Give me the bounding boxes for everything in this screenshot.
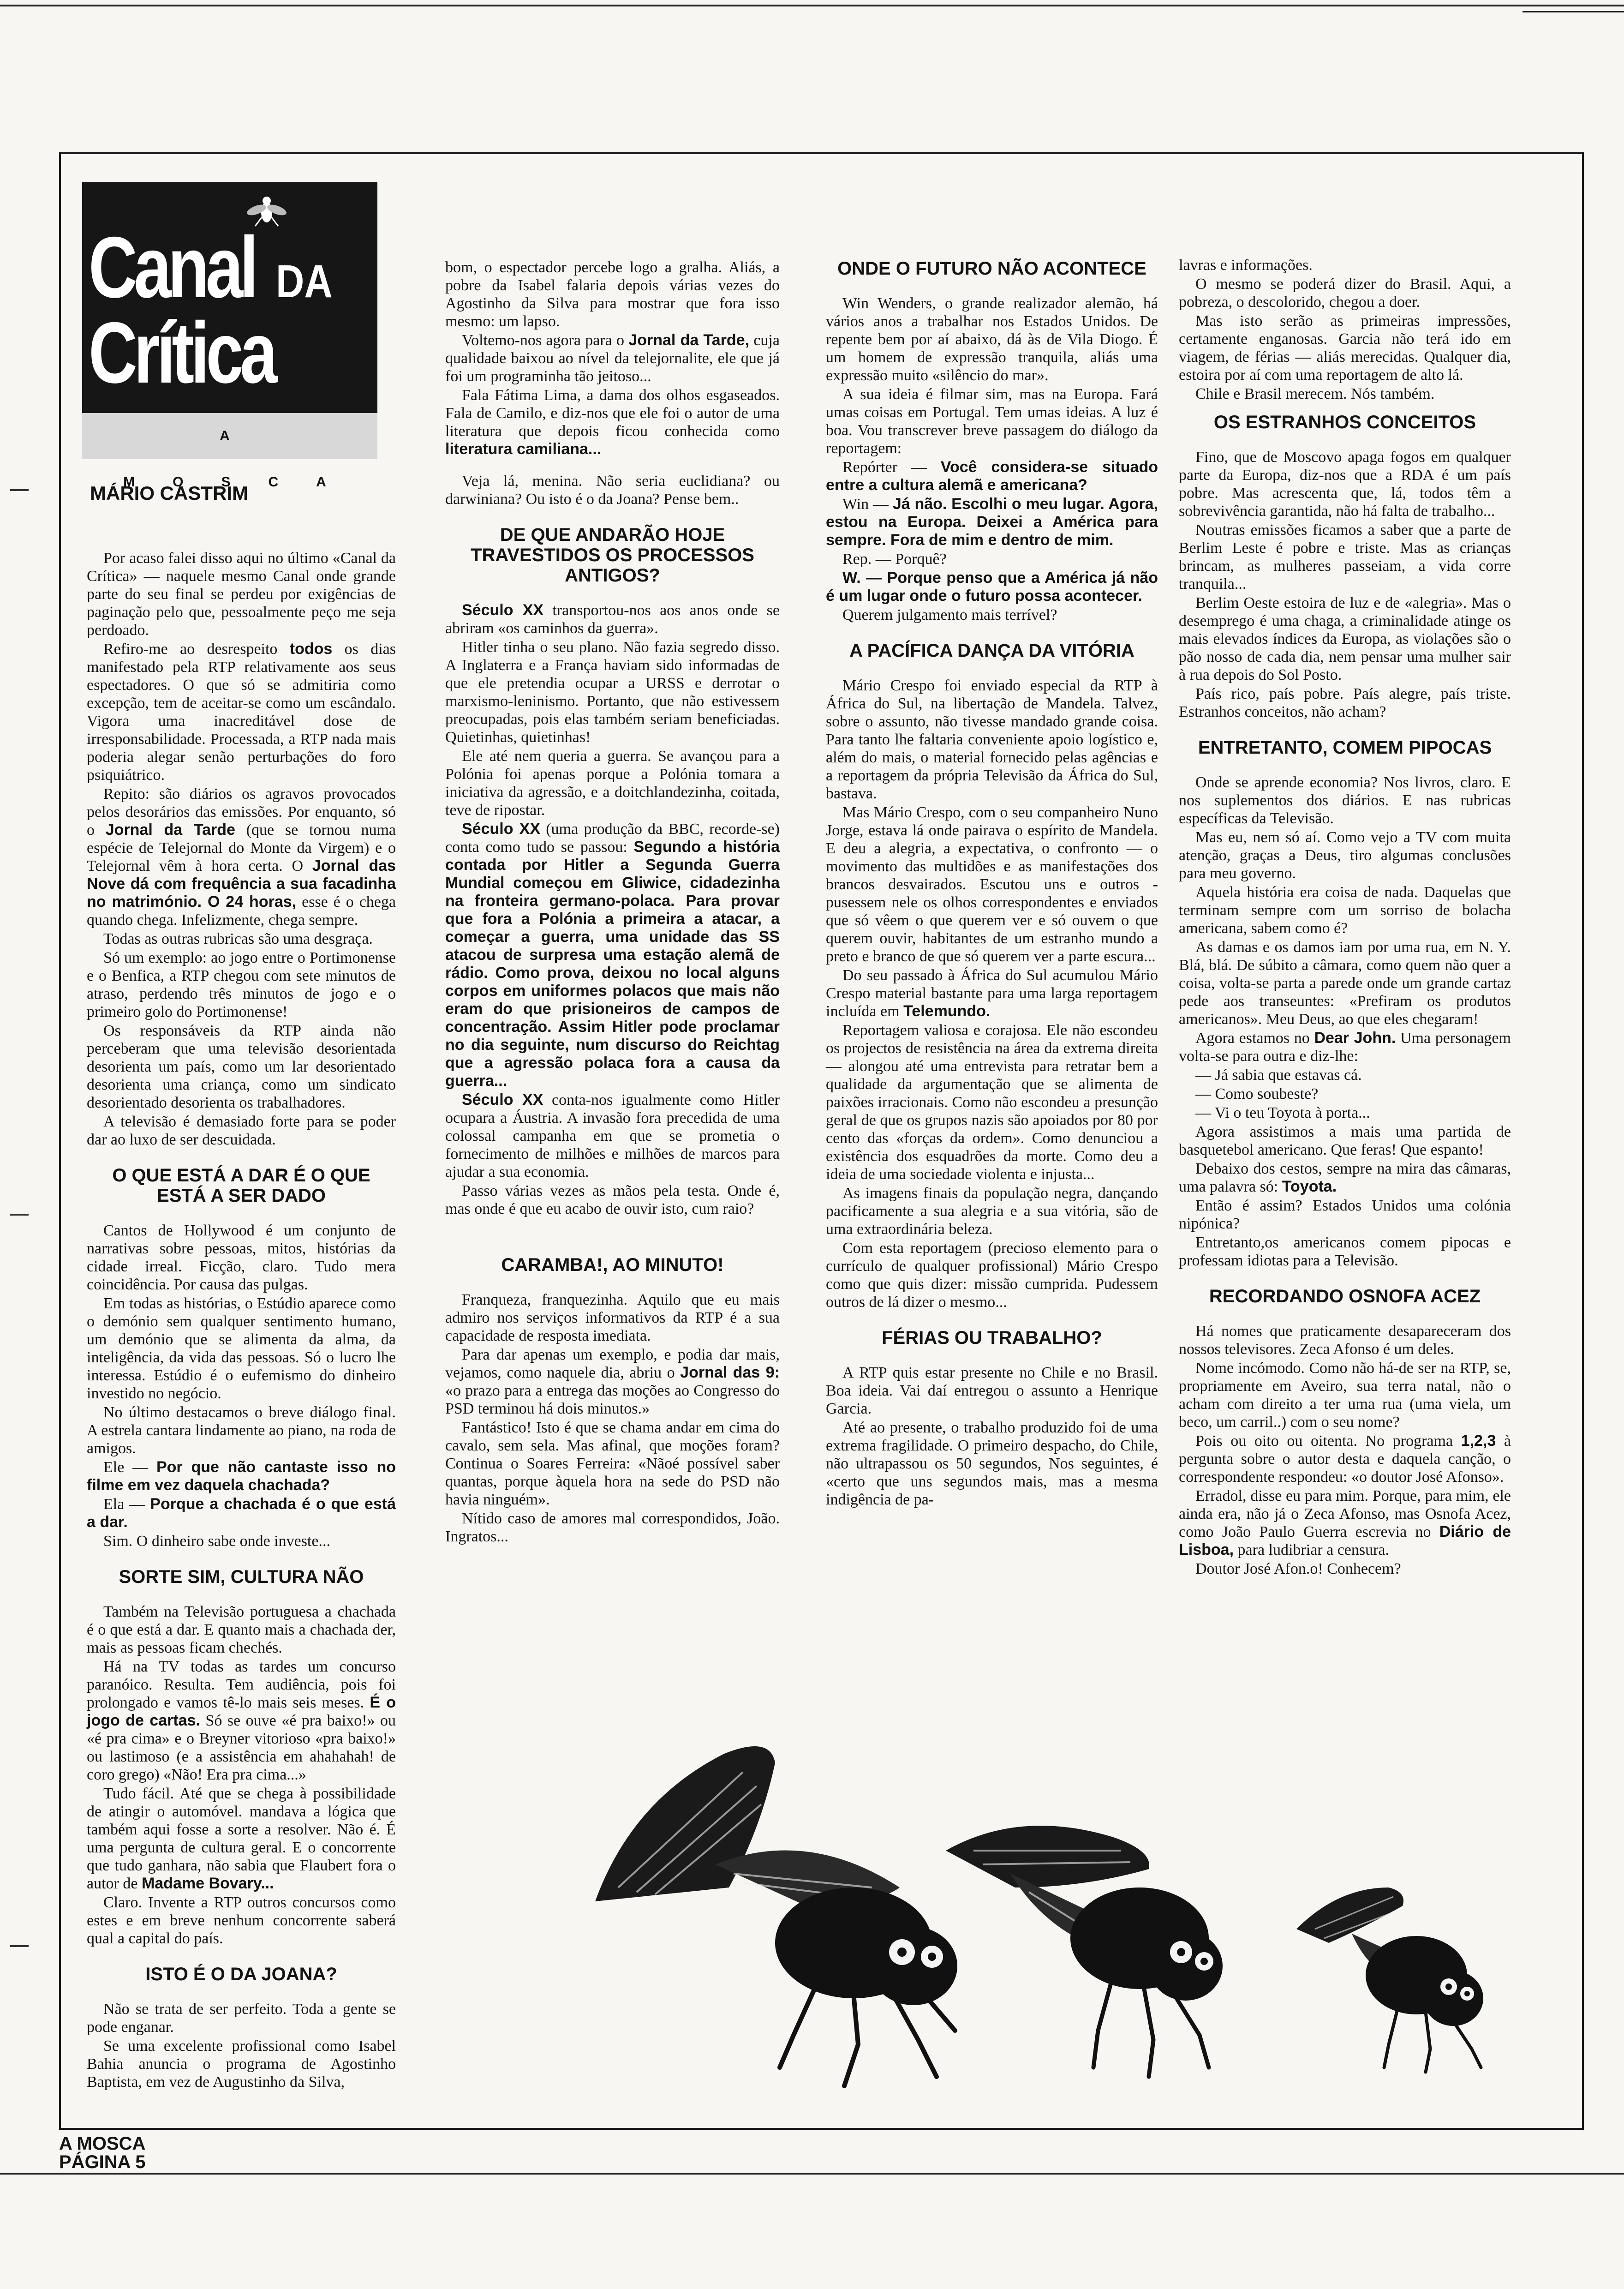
paragraph: Não se trata de ser perfeito. Toda a gente se pode enganar. xyxy=(87,2001,396,2036)
paragraph: bom, o espectador percebe logo a gralha. Aliás, a pobre da Isabel falaria depois várias vezes do Agostinho da Silva para mostrar que fora isso mesmo: um lapso. xyxy=(445,259,780,330)
paragraph: Noutras emissões ficamos a saber que a parte de Berlim Leste é pobre e triste. Mas as crianças brincam, as mulheres passeiam, a vida corre tranquila... xyxy=(1179,521,1511,593)
bottom-rule xyxy=(0,2173,1624,2175)
footer-publication-name: A MOSCA xyxy=(59,2133,146,2154)
paragraph: lavras e informações. xyxy=(1179,257,1313,274)
section-heading: ENTRETANTO, COMEM PIPOCAS xyxy=(1198,737,1492,758)
section-heading: RECORDANDO OSNOFA ACEZ xyxy=(1209,1286,1481,1306)
paragraph: Erradol, disse eu para mim. Porque, para mim, ele ainda era, não já o Zeca Afonso, mas Osnofa Acez, como João Paulo Guerra escrevia no Diário de Lisboa, para ludibriar a censura. xyxy=(1179,1487,1511,1558)
paragraph: Pois ou oito ou oitenta. No programa 1,2,3 à pergunta sobre o autor desta e daquela canção, o correspondente respondeu: «o doutor José Afonso». xyxy=(1179,1432,1511,1486)
paragraph: Chile e Brasil merecem. Nós também. xyxy=(1195,385,1435,402)
paragraph: Há na TV todas as tardes um concurso paranóico. Resulta. Tem audiência, pois foi prolongado e vamos tê-lo mais seis meses. É o jogo de cartas. Só se ouve «é pra baixo!» ou «é pra cima» e o Breyner vitorioso «pra baixo!» ou lastimoso (e a assistência em ahahahah! de coro grego) «Não! Era pra cima...» xyxy=(87,1658,396,1783)
fly-icon xyxy=(946,1826,1223,2077)
paragraph: Século XX (uma produção da BBC, recorde-se) conta como tudo se passou: Segundo a história contada por Hitler a Segunda Guerra Mundial começou em Gliwice, cidadezinha na fronteira germano-polaca. Para provar que fora a Polónia a primeira a atacar, a começar a guerra, uma unidade das SS atacou de surpresa uma estação alemã de rádio. Como prova, deixou no local alguns corpos em uniformes polacos que mais não eram do que prisioneiros de campos de concentração. Assim Hitler pode proclamar no dia seguinte, num discurso do Reichtag que a agressão polaca fora a causa da guerra... xyxy=(445,820,780,1090)
masthead-title-canal: Canal xyxy=(89,219,255,316)
paragraph: Agora estamos no Dear John. Uma personagem volta-se para outra e diz-lhe: xyxy=(1179,1029,1511,1065)
paragraph: A RTP quis estar presente no Chile e no Brasil. Boa ideia. Vai daí entregou o assunto a Henrique Garcia. xyxy=(826,1364,1158,1417)
paragraph: Então é assim? Estados Unidos uma colónia nipónica? xyxy=(1179,1197,1511,1232)
paragraph: Mas isto serão as primeiras impressões, certamente enganosas. Garcia não terá ido em viagem, de férias — aliás merecidas. Qualquer dia, estoira por aí com uma reportagem de alto lá. xyxy=(1179,312,1511,383)
paragraph: W. — Porque penso que a América já não é um lugar onde o futuro possa acontecer. xyxy=(826,569,1158,605)
paragraph: País rico, país pobre. País alegre, país triste. Estranhos conceitos, não acham? xyxy=(1179,685,1511,720)
paragraph: Os responsáveis da RTP ainda não perceberam que uma televisão desorientada desorienta um país, como um lar desorientado desorienta uma criança, como um sindicato desorientado desorienta os trabalhadores. xyxy=(87,1022,396,1111)
paragraph: Franqueza, franquezinha. Aquilo que eu mais admiro nos serviços informativos da RTP é a sua capacidade de resposta imediata. xyxy=(445,1291,780,1344)
paragraph: Reportagem valiosa e corajosa. Ele não escondeu os projectos de resistência na área da extrema direita — alongou até uma entrevista para retratar bem a qualidade da argumentação que se alimenta de paixões irracionais. Como não escondeu a presunção geral de que os grupos nazis são apoiados por 80 por cento das «forças da ordem». Como denunciou a existência dos esquadrões da morte. Como deu a ideia de uma sociedade violenta e injusta... xyxy=(826,1022,1158,1183)
paragraph: Win Wenders, o grande realizador alemão, há vários anos a trabalhar nos Estados Unidos. De repente bem por aí abaixo, dá às de Vila Diogo. É um homem de expressão tranquila, aliás uma expressão muito «silêncio do mar». xyxy=(826,295,1158,384)
paragraph: No último destacamos o breve diálogo final. A estrela cantara lindamente ao piano, na roda de amigos. xyxy=(87,1404,396,1457)
masthead-title-critica: Crítica xyxy=(89,304,274,401)
paragraph: Debaixo dos cestos, sempre na mira das câmaras, uma palavra só: Toyota. xyxy=(1179,1160,1511,1195)
paragraph: Fala Fátima Lima, a dama dos olhos esgaseados. Fala de Camilo, e diz-nos que ele foi o autor de uma literatura que depois ficou conhecida como literatura camiliana... xyxy=(445,387,780,458)
paragraph: Século XX transportou-nos aos anos onde se abriram «os caminhos da guerra». xyxy=(445,601,780,637)
column-3 xyxy=(826,258,1158,1510)
paragraph: Win — Já não. Escolhi o meu lugar. Agora, estou na Europa. Deixei a América para sempre. Fora de mim e dentro de mim. xyxy=(826,495,1158,549)
paragraph: — Como soubeste? xyxy=(1195,1085,1319,1103)
margin-mark xyxy=(10,1214,29,1216)
footer-page-number: PÁGINA 5 xyxy=(59,2152,146,2172)
paragraph: Ele até nem queria a guerra. Se avançou para a Polónia foi apenas porque a Polónia tomara a iniciativa da agressão, e a doitchlandezinha, coitada, teve de ripostar. xyxy=(445,748,780,819)
paragraph: Repórter — Você considera-se situado entre a cultura alemã e americana? xyxy=(826,458,1158,494)
paragraph: Todas as outras rubricas são uma desgraça. xyxy=(103,930,373,947)
author-name: MÁRIO CASTRIM xyxy=(90,482,248,504)
section-heading: A PACÍFICA DANÇA DA VITÓRIA xyxy=(849,641,1134,661)
margin-mark xyxy=(10,1945,29,1947)
paragraph: Mas Mário Crespo, com o seu companheiro Nuno Jorge, estava lá onde pairava o espírito de Mandela. E deu a alegria, a expectativa, o confronto — o movimento das multidões e as manifestações dos brancos desvairados. Escutou uns e outros - pusessem nele os olhos correspondentes e enviados que só vêem o que querem ver e só ouvem o que querem ouvir, habitantes de um estranho mundo a preto e branco de que só querem ver a parte escura... xyxy=(826,804,1158,965)
masthead xyxy=(82,182,377,490)
paragraph: Mas eu, nem só aí. Como vejo a TV com muita atenção, graças a Deus, tiro algumas conclusões para meu governo. xyxy=(1179,829,1511,882)
paragraph: Berlim Oeste estoira de luz e de «alegria». Mas o desemprego é uma chaga, a criminalidade atinge os mais elevados índices da Europa, as violações são o pão nosso de cada dia, nem pensar uma mulher sair à rua depois do Sol Posto. xyxy=(1179,594,1511,683)
paragraph: Nome incómodo. Como não há-de ser na RTP, se, propriamente em Aveiro, sua terra natal, não o acham com direito a ter uma rua (uma viela, um beco, um carril..) com o seu nome? xyxy=(1179,1360,1511,1431)
paragraph: Voltemo-nos agora para o Jornal da Tarde, cuja qualidade baixou ao nível da telejornalite, ele que já foi um programinha tão jeitoso... xyxy=(445,331,780,385)
column-2 xyxy=(445,258,780,1546)
top-rule-short xyxy=(1522,11,1624,12)
paragraph: A televisão é demasiado forte para se poder dar ao luxo de ser descuidada. xyxy=(87,1113,396,1148)
paragraph: As imagens finais da população negra, dançando pacificamente a sua alegria e a sua vitória, são de uma extraordinária beleza. xyxy=(826,1185,1158,1238)
column-1 xyxy=(87,549,396,2092)
three-flies-illustration xyxy=(577,1735,1509,2114)
paragraph: A sua ideia é filmar sim, mas na Europa. Fará umas coisas em Portugal. Tem umas ideias. A luz é boa. Vou transcrever breve passagem do diálogo da reportagem: xyxy=(826,386,1158,457)
paragraph: Repito: são diários os agravos provocados pelos desorários das emissões. Por enquanto, só o Jornal da Tarde (que se tornou numa espécie de Telejornal do Monte da Virgem) e o Telejornal vêm à hora certa. O Jornal das Nove dá com frequência a sua facadinha no matrimónio. O 24 horas, esse é o chega quando chega. Infelizmente, chega sempre. xyxy=(87,785,396,929)
paragraph: Claro. Invente a RTP outros concursos como estes e em breve nenhum concorrente saberá qual a capital do país. xyxy=(87,1894,396,1947)
section-heading: SORTE SIM, CULTURA NÃO xyxy=(119,1567,364,1587)
paragraph: Hitler tinha o seu plano. Não fazia segredo disso. A Inglaterra e a França haviam sido informadas de que ele pretendia ocupar a URSS e derrotar o marxismo-leninismo. Portanto, que não estivessem preocupadas, pois elas também seriam beneficiadas. Quietinhas, quietinhas! xyxy=(445,639,780,746)
paragraph: Onde se aprende economia? Nos livros, claro. E nos suplementos dos diários. E nas rubricas específicas da Televisão. xyxy=(1179,774,1511,827)
paragraph: Só um exemplo: ao jogo entre o Portimonense e o Benfica, a RTP chegou com sete minutos de atraso, perdendo três minutos de jogo e o primeiro golo do Portimonense! xyxy=(87,949,396,1020)
paragraph: Mário Crespo foi enviado especial da RTP à África do Sul, na libertação de Mandela. Talvez, sobre o assunto, não tivesse mandado grande coisa. Para tanto lhe faltaria conveniente apoio logístico e, além do mais, o material fornecido pelas agências e a reportagem da própria Televisão da África do Sul, bastava. xyxy=(826,677,1158,802)
paragraph: Nítido caso de amores mal correspondidos, João. Ingratos... xyxy=(445,1510,780,1545)
paragraph: — Já sabia que estavas cá. xyxy=(1195,1067,1362,1084)
paragraph: Em todas as histórias, o Estúdio aparece como o demónio sem qualquer sentimento humano, um demónio que se alimenta da alma, da inteligência, da vida das pessoas. Só o lucro lhe interessa. Estúdio é o eufemismo do dinheiro investido no negócio. xyxy=(87,1295,396,1402)
paragraph: Até ao presente, o trabalho produzido foi de uma extrema fragilidade. O primeiro despacho, do Chile, não ultrapassou os 50 segundos, Nos seguintes, é «certo que uns segundos mais, mas a mesma indigência de pa- xyxy=(826,1419,1158,1508)
paragraph: Sim. O dinheiro sabe onde investe... xyxy=(103,1533,330,1550)
section-heading: ISTO É O DA JOANA? xyxy=(145,1964,337,1984)
paragraph: Refiro-me ao desrespeito todos os dias manifestado pela RTP relativamente aos seus espectadores. O que só se admitiria como excepção, tem de aceitar-se como um escândalo. Vigora uma inacreditável dose de irresponsabilidade. Processada, a RTP nada mais poderia alegar senão perturbações do foro psiquiátrico. xyxy=(87,640,396,784)
top-rule xyxy=(0,5,1624,6)
masthead-strip: A MOSCA xyxy=(82,413,377,459)
paragraph: Cantos de Hollywood é um conjunto de narrativas sobre pessoas, mitos, histórias da cidade irreal. Ficção, claro. Tudo mera coincidência. Por causa das pulgas. xyxy=(87,1222,396,1293)
paragraph: Rep. — Porquê? xyxy=(842,551,947,568)
paragraph: Com esta reportagem (precioso elemento para o currículo de qualquer profissional) Mário Crespo como que quis dizer: missão cumprida. Pudessem outros de lá dizer o mesmo... xyxy=(826,1240,1158,1311)
section-heading: OS ESTRANHOS CONCEITOS xyxy=(1213,412,1476,432)
paragraph: O mesmo se poderá dizer do Brasil. Aqui, a pobreza, o descolorido, chegou a doer. xyxy=(1179,276,1511,311)
column-4 xyxy=(1179,256,1511,1579)
paragraph: Também na Televisão portuguesa a chachada é o que está a dar. E quanto mais a chachada der, mais as pessoas ficam chechés. xyxy=(87,1603,396,1656)
fly-icon xyxy=(595,1746,957,2086)
paragraph: As damas e os damos iam por uma rua, em N. Y. Blá, blá. De súbito a câmara, como quem não quer a coisa, volta-se parta a parede onde um grande cartaz pede aos transeuntes: «Prefiram os produtos americanos». Meu Deus, ao que eles chegaram! xyxy=(1179,939,1511,1028)
paragraph: Ele — Por que não cantaste isso no filme em vez daquela chachada? xyxy=(87,1458,396,1494)
paragraph: Tudo fácil. Até que se chega à possibilidade de atingir o automóvel. mandava a lógica que também aqui fosse a sorte a resolver. Não é. É uma pergunta de cultura geral. E o concorrente que tudo ganhara, não sabia que Flaubert fora o autor de Madame Bovary... xyxy=(87,1785,396,1892)
section-heading: ONDE O FUTURO NÃO ACONTECE xyxy=(837,258,1146,279)
section-heading: FÉRIAS OU TRABALHO? xyxy=(882,1328,1102,1348)
section-heading: O QUE ESTÁ A DAR É O QUE ESTÁ A SER DADO xyxy=(112,1165,370,1206)
paragraph: Se uma excelente profissional como Isabel Bahia anuncia o programa de Agostinho Baptista, em vez de Augustinho da Silva, xyxy=(87,2037,396,2091)
paragraph: Querem julgamento mais terrível? xyxy=(842,606,1057,623)
section-heading: DE QUE ANDARÃO HOJE TRAVESTIDOS OS PROCESSOS ANTIGOS? xyxy=(471,525,754,586)
paragraph: Fino, que de Moscovo apaga fogos em qualquer parte da Europa, diz-nos que a RDA é um país pobre. Mas acrescenta que, lá, todos têm a sobrevivência garantida, não há falta de trabalho... xyxy=(1179,449,1511,520)
paragraph: Há nomes que praticamente desapareceram dos nossos televisores. Zeca Afonso é um deles. xyxy=(1179,1323,1511,1358)
paragraph: Fantástico! Isto é que se chama andar em cima do cavalo, sem sela. Mas afinal, que moções foram? Continua o Soares Ferreira: «Nãoé possível saber quantas, porque àquela hora na sede do PSD não havia ninguém». xyxy=(445,1419,780,1508)
paragraph: Por acaso falei disso aqui no último «Canal da Crítica» — naquele mesmo Canal onde grande parte do seu final se perdeu por exigências de paginação pelo que, pessoalmente peço me seja perdoado. xyxy=(87,550,396,639)
paragraph: Século XX conta-nos igualmente como Hitler ocupara a Áustria. A invasão fora precedida de uma colossal campanha em que se prometia o fornecimento de milhões e milhões de marcos para ajudar a sua economia. xyxy=(445,1091,780,1180)
paragraph: Passo várias vezes as mãos pela testa. Onde é, mas onde é que eu acabo de ouvir isto, cum raio? xyxy=(445,1182,780,1217)
paragraph: Agora assistimos a mais uma partida de basquetebol americano. Que feras! Que espanto! xyxy=(1179,1123,1511,1158)
paragraph: Veja lá, menina. Não seria euclidiana? ou darwiniana? Ou isto é o da Joana? Pense bem.. xyxy=(445,473,780,508)
masthead-title-da: DA xyxy=(276,256,333,307)
section-heading: CARAMBA!, AO MINUTO! xyxy=(501,1255,724,1275)
paragraph: Do seu passado à África do Sul acumulou Mário Crespo material bastante para uma larga reportagem incluída em Telemundo. xyxy=(826,967,1158,1020)
paragraph: Doutor José Afon.o! Conhecem? xyxy=(1195,1560,1401,1577)
fly-icon xyxy=(1296,1888,1483,2072)
paragraph: — Vi o teu Toyota à porta... xyxy=(1195,1104,1370,1121)
paragraph: Aquela história era coisa de nada. Daquelas que terminam sempre com um sorriso de bolacha americana, sabem como é? xyxy=(1179,884,1511,937)
paragraph: Ela — Porque a chachada é o que está a dar. xyxy=(87,1495,396,1531)
paragraph: Para dar apenas um exemplo, e podia dar mais, vejamos, como naquele dia, abriu o Jornal das 9: «o prazo para a entrega das moções ao Congresso do PSD terminou há dois minutos.» xyxy=(445,1346,780,1417)
paragraph: Entretanto,os americanos comem pipocas e professam idiotas para a Televisão. xyxy=(1179,1234,1511,1269)
margin-mark xyxy=(10,489,29,491)
